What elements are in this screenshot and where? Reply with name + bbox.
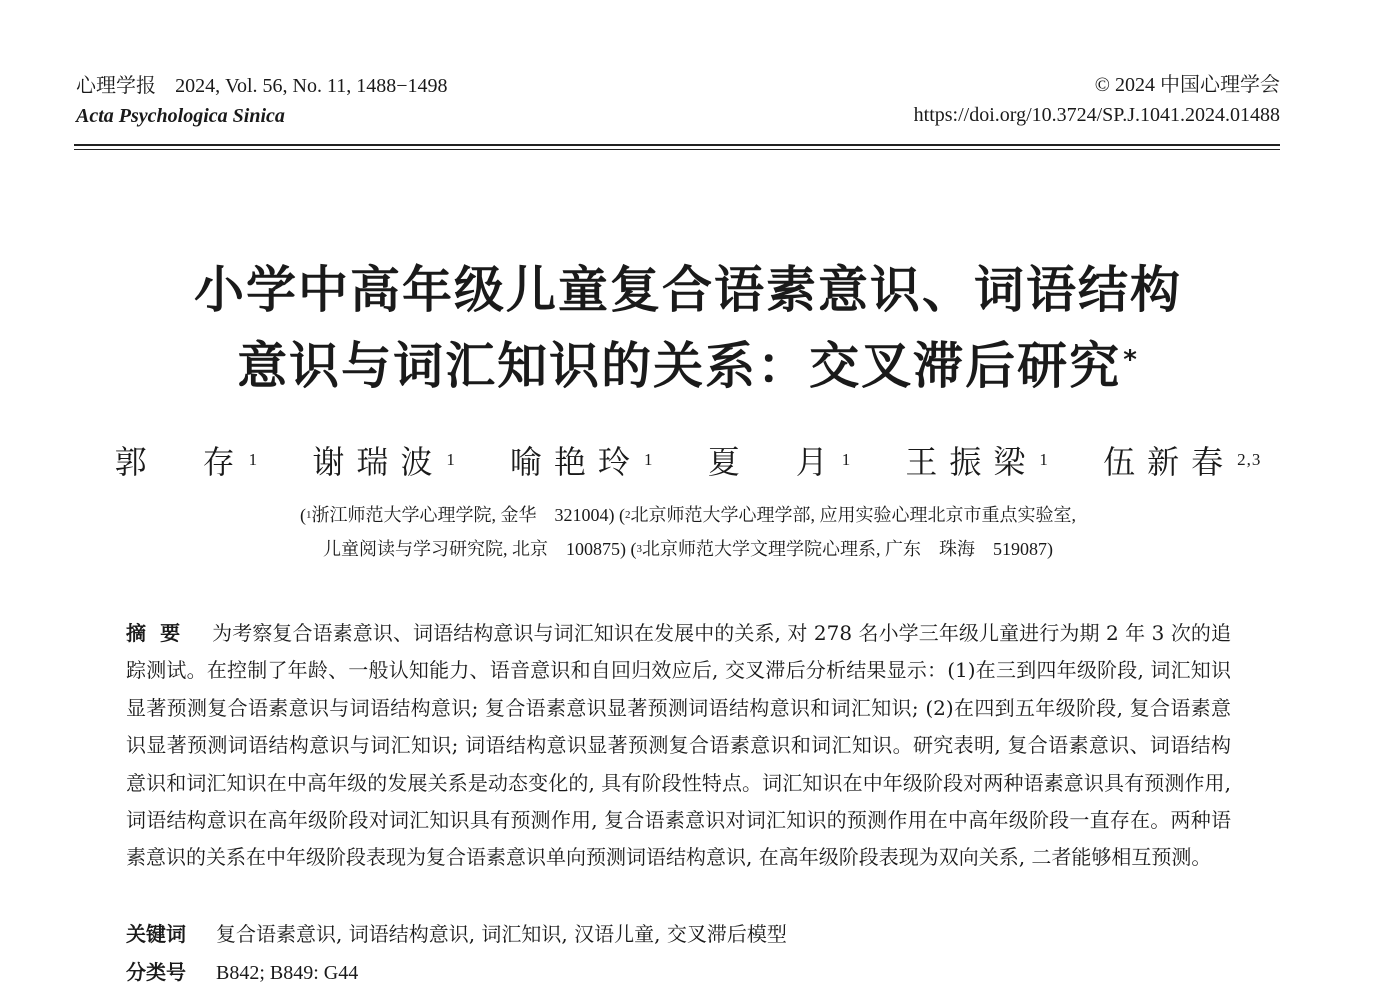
title-line-1: 小学中高年级儿童复合语素意识、词语结构 bbox=[194, 261, 1182, 319]
journal-header-right bbox=[914, 70, 1280, 130]
author: 郭 存 $^1$ bbox=[114, 443, 259, 481]
classification-label: 分类号 bbox=[126, 960, 186, 984]
journal-header-left bbox=[76, 70, 447, 131]
journal-citation: 2024, Vol. 56, No. 11, 1488−1498 bbox=[175, 75, 448, 97]
journal-citation-line bbox=[76, 70, 447, 101]
abstract-text: 为考察复合语素意识、词语结构意识与词汇知识在发展中的关系, 对 278 名小学三年级儿童进行为期 2 年 3 次的追踪测试。在控制了年龄、一般认知能力、语音意识和自回归效应后, 交叉滞后分析结果显示：(1)在三到四年级阶段, 词汇知识显著预测复合语素意识与词语结构意识; 复合语素意识显著预测词语结构意识和词汇知识; (2)在四到五年级阶段, 复合语素意识显著预测词语结构意识与词汇知识; 词语结构意识显著预测复合语素意识和词汇知识。研究表明, 复合语素意识、词语结构意识和词汇知识在中高年级的发展关系是动态变化的, 具有阶段性特点。词汇知识在中年级阶段对两种语素意识具有预测作用, 词语结构意识在高年级阶段对词汇知识具有预测作用, 复合语素意识对词汇知识的预测作用在中高年级阶段一直存在。两种语素意识的关系在中年级阶段表现为复合语素意识单向预测词语结构意识, 在高年级阶段表现为双向关系, 二者能够相互预测。 bbox=[126, 621, 1231, 870]
author-list bbox=[0, 440, 1376, 484]
title-line-2: 意识与词汇知识的关系：交叉滞后研究* bbox=[237, 337, 1139, 395]
affiliations bbox=[0, 498, 1376, 566]
author: 伍新春 $^{2,3}$ bbox=[1103, 443, 1262, 481]
copyright: © 2024 中国心理学会 bbox=[1094, 74, 1280, 96]
keywords bbox=[126, 916, 787, 953]
affiliation-line-1: ($^1$浙江师范大学心理学院, 金华 321004) ($^2$北京师范大学心理学部, 应用实验心理北京市重点实验室, bbox=[300, 505, 1076, 525]
header-rule-thin bbox=[74, 149, 1280, 150]
affiliation-line-2: 儿童阅读与学习研究院, 北京 100875) ($^3$北京师范大学文理学院心理系, 广东 珠海 519087) bbox=[323, 539, 1053, 559]
abstract bbox=[126, 615, 1231, 877]
author: 谢瑞波 $^1$ bbox=[312, 443, 456, 481]
classification-text: B842; B849: G44 bbox=[216, 962, 359, 984]
abstract-label: 摘要 bbox=[126, 621, 195, 645]
author: 喻艳玲 $^1$ bbox=[510, 443, 654, 481]
paper-title bbox=[0, 252, 1376, 404]
author: 夏 月 $^1$ bbox=[707, 443, 852, 481]
keywords-text: 复合语素意识, 词语结构意识, 词汇知识, 汉语儿童, 交叉滞后模型 bbox=[216, 922, 787, 946]
author: 王振梁 $^1$ bbox=[905, 443, 1049, 481]
keywords-label: 关键词 bbox=[126, 922, 186, 946]
journal-name-en: Acta Psychologica Sinica bbox=[76, 105, 285, 127]
header-rule-thick bbox=[74, 144, 1280, 146]
classification bbox=[126, 954, 358, 992]
title-footnote-mark: * bbox=[1123, 345, 1139, 375]
doi-link[interactable]: https://doi.org/10.3724/SP.J.1041.2024.01488 bbox=[913, 104, 1280, 126]
journal-name-cn: 心理学报 bbox=[76, 73, 156, 97]
